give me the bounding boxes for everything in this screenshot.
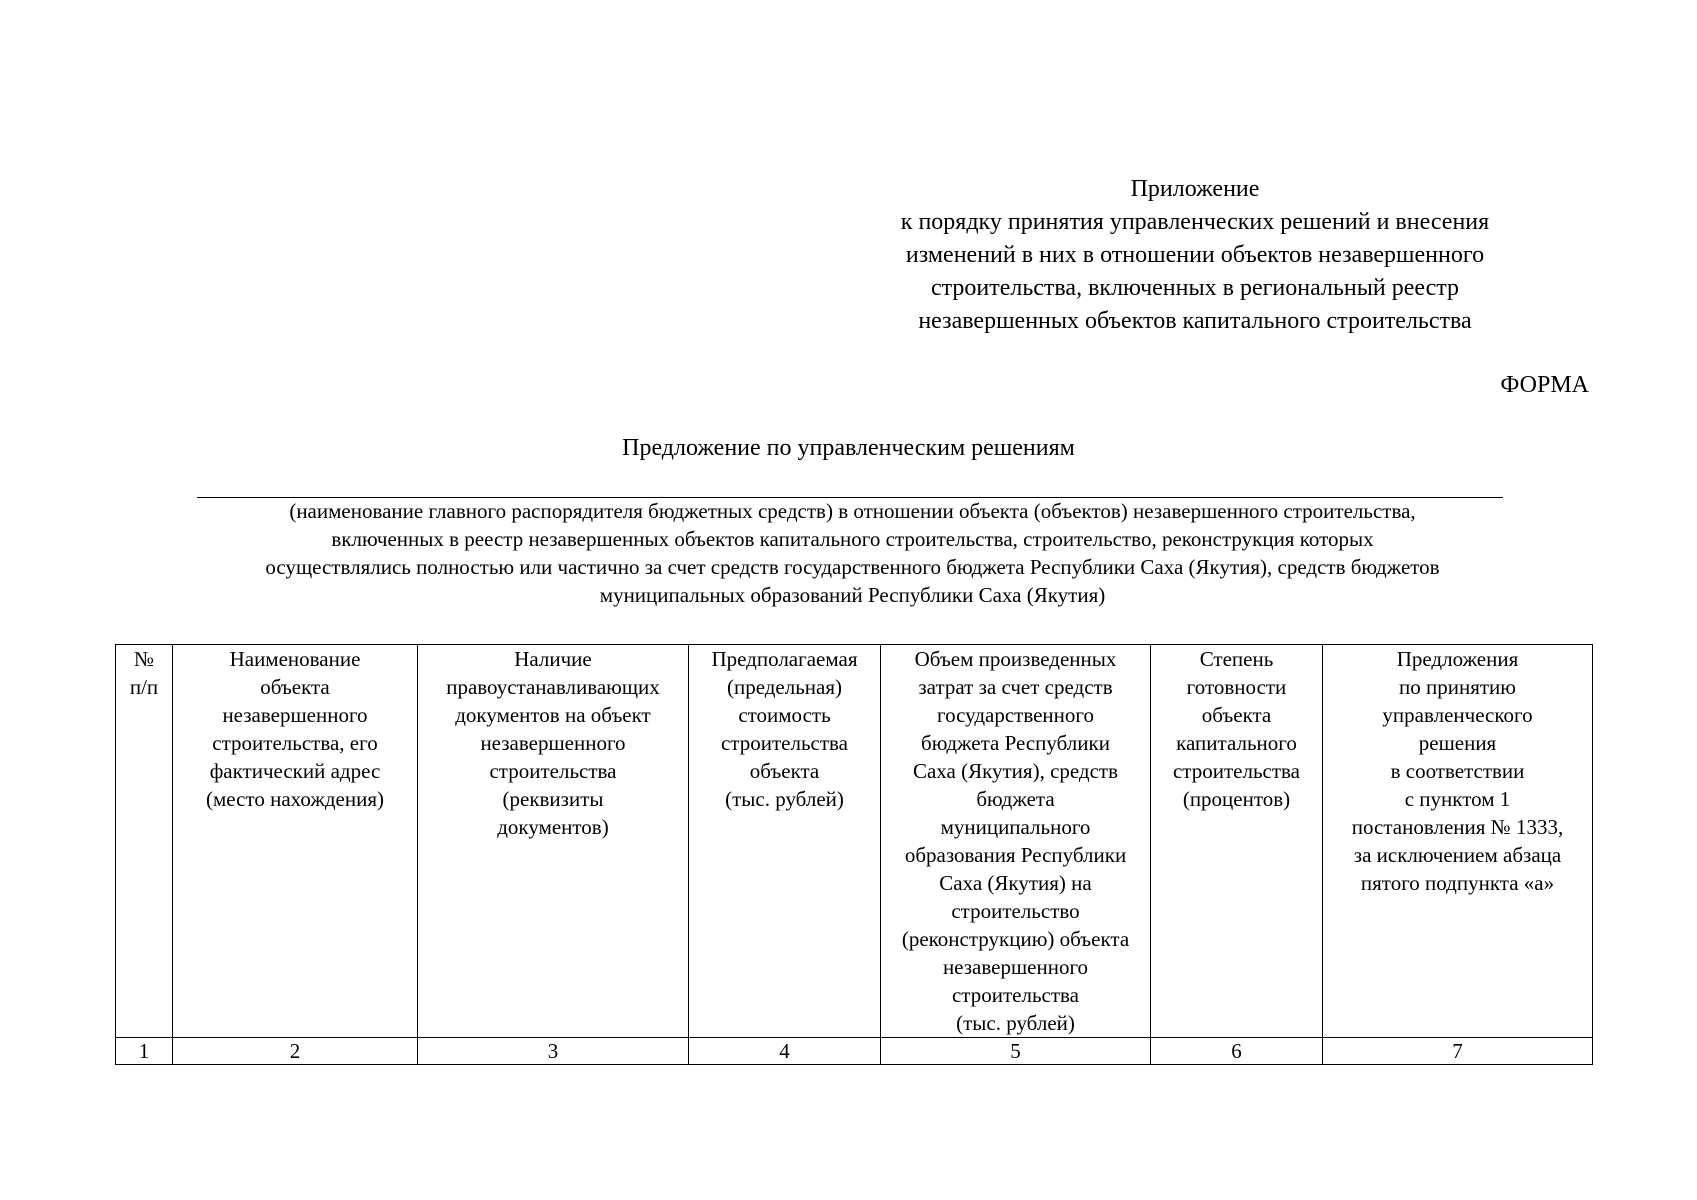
header-cell-readiness: Степень готовности объекта капитального строительства (процентов) (1151, 645, 1323, 1038)
form-label: ФОРМА (1500, 372, 1589, 398)
column-number-cell: 1 (116, 1038, 173, 1065)
caption-line: включенных в реестр незавершенных объектов капитального строительства, строительство, реконструкция которых (331, 527, 1374, 551)
fill-in-caption (150, 497, 1555, 609)
header-cell-documents: Наличие правоустанавливающих документов на объект незавершенного строительства (реквизиты документов) (418, 645, 689, 1038)
caption-line: (наименование главного распорядителя бюджетных средств) в отношении объекта (объектов) незавершенного строительства, (289, 499, 1416, 523)
column-number-cell: 5 (881, 1038, 1151, 1065)
column-number-cell: 4 (689, 1038, 881, 1065)
column-number-cell: 6 (1151, 1038, 1323, 1065)
proposals-table (115, 644, 1593, 1065)
header-cell-number: № п/п (116, 645, 173, 1038)
appendix-text-line: строительства, включенных в региональный реестр (930, 275, 1460, 301)
appendix-block (800, 173, 1590, 338)
column-number-row (116, 1038, 1593, 1065)
table-header-row (116, 645, 1593, 1038)
header-cell-expenses: Объем произведенных затрат за счет средств государственного бюджета Республики Саха (Якутия), средств бюджета муниципального образования Республики Саха (Якутия) на строительство (реконструкцию) объекта незавершенного строительства (тыс. рублей) (881, 645, 1151, 1038)
column-number-cell: 3 (418, 1038, 689, 1065)
header-cell-estimated-cost: Предполагаемая (предельная) стоимость строительства объекта (тыс. рублей) (689, 645, 881, 1038)
header-cell-object-name: Наименование объекта незавершенного строительства, его фактический адрес (место нахождения) (173, 645, 418, 1038)
appendix-title: Приложение (1130, 176, 1260, 202)
document-title: Предложение по управленческим решениям (622, 435, 1075, 461)
appendix-text-line: к порядку принятия управленческих решений и внесения (900, 209, 1490, 235)
caption-line: осуществлялись полностью или частично за счет средств государственного бюджета Республики Саха (Якутия), средств бюджетов (265, 555, 1440, 579)
appendix-text-line: незавершенных объектов капитального строительства (918, 308, 1472, 334)
appendix-text-line: изменений в них в отношении объектов незавершенного (905, 242, 1485, 268)
header-cell-proposals: Предложения по принятию управленческого решения в соответствии с пунктом 1 постановления № 1333, за исключением абзаца пятого подпункта «а» (1323, 645, 1593, 1038)
caption-line: муниципальных образований Республики Саха (Якутия) (599, 583, 1106, 607)
column-number-cell: 2 (173, 1038, 418, 1065)
column-number-cell: 7 (1323, 1038, 1593, 1065)
